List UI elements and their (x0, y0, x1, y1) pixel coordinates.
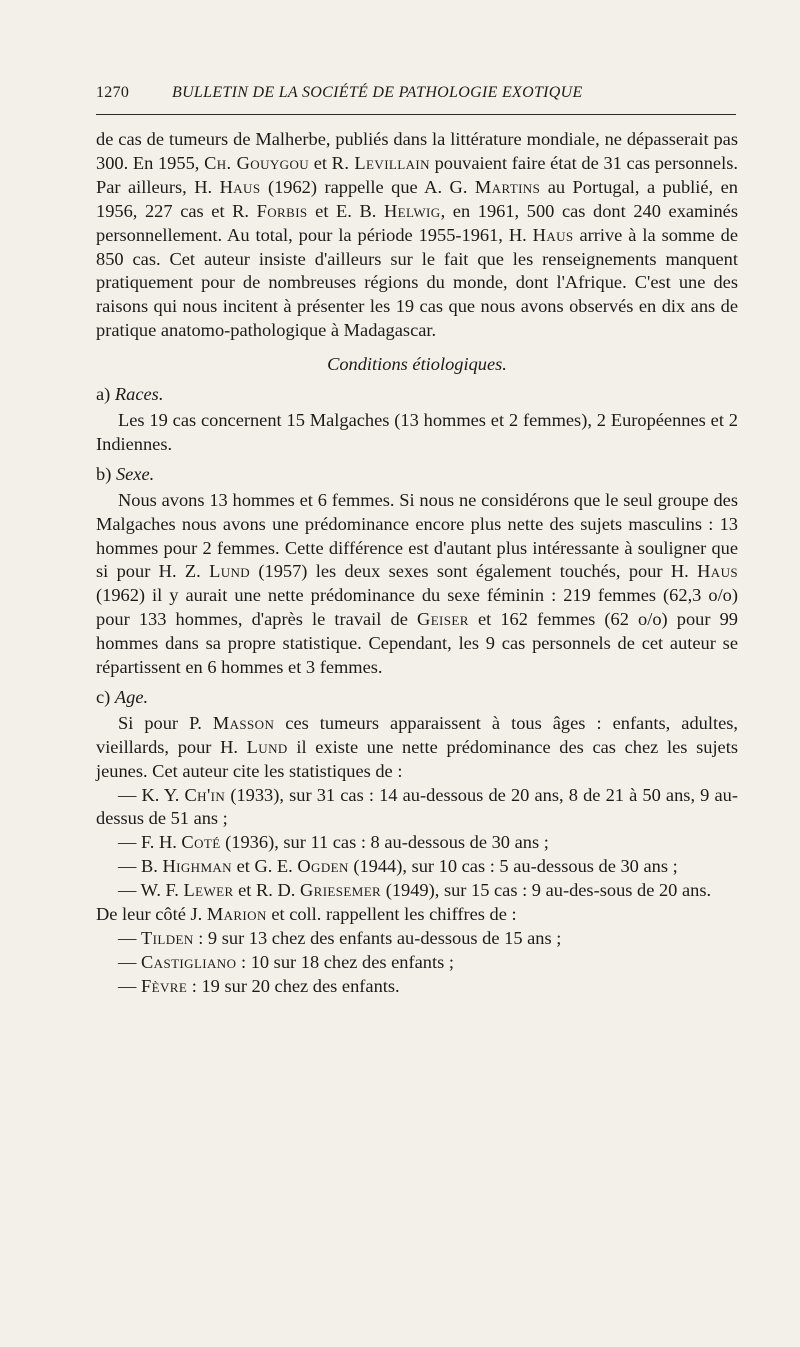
paragraph-sexe: Nous avons 13 hommes et 6 femmes. Si nous ne considérons que le seul groupe des Malgaches nous avons une prédominance encore plus nette des sujets masculins : 13 hommes pour 2 femmes. Cette différence est d'autant plus intéressante à souligner que si pour H. Z. Lund (1957) les deux sexes sont également touchés, pour H. Haus (1962) il y aurait une nette prédominance du sexe féminin : 219 femmes (62,3 o/o) pour 133 hommes, d'après le travail de Geiser et 162 femmes (62 o/o) pour 99 hommes dans sa propre statistique. Cependant, les 9 cas personnels de cet auteur se répartissent en 6 hommes et 3 femmes. (96, 489, 739, 678)
list-item: — W. F. Lewer et R. D. Griesemer (1949), sur 15 cas : 9 au-des-sous de 20 ans. (118, 880, 712, 901)
paragraph-age: Si pour P. Masson ces tumeurs apparaissent à tous âges : enfants, adultes, vieillards, pour H. Lund il existe une nette prédominance des cas chez les sujets jeunes. Cet auteur cite les statistiques de : (96, 712, 738, 781)
list-item: — F. H. Coté (1936), sur 11 cas : 8 au-dessous de 30 ans ; (118, 832, 549, 853)
list-item: — B. Highman et G. E. Ogden (1944), sur 10 cas : 5 au-dessous de 30 ans ; (118, 856, 678, 877)
running-header (96, 84, 736, 102)
section-title: Conditions étiologiques. (327, 354, 507, 375)
paragraph-intro: de cas de tumeurs de Malherbe, publiés dans la littérature mondiale, ne dépasserait pas 300. En 1955, Ch. Gouygou et R. Levillain pouvaient faire état de 31 cas personnels. Par ailleurs, H. Haus (1962) rappelle que A. G. Martins au Portugal, a publié, en 1956, 227 cas et R. Forbis et E. B. Helwig, en 1961, 500 cas dont 240 examinés personnellement. Au total, pour la période 1955-1961, H. Haus arrive à la somme de 850 cas. Cet auteur insiste d'ailleurs sur le fait que les renseignements manquent pratiquement pour de nombreuses régions du monde, dont l'Afrique. C'est une des raisons qui nous incitent à présenter les 19 cas que nous avons observés en dix ans de pratique anatomo-pathologique à Madagascar. (96, 129, 738, 341)
list-item: — Fèvre : 19 sur 20 chez des enfants. (118, 975, 400, 996)
list-item: — Tilden : 9 sur 13 chez des enfants au-dessous de 15 ans ; (118, 928, 562, 948)
subheading-age: c) Age. (96, 686, 149, 707)
page-number: 1270 (96, 84, 130, 101)
subheading-sexe: b) Sexe. (96, 463, 155, 484)
paragraph-races: Les 19 cas concernent 15 Malgaches (13 hommes et 2 femmes), 2 Européennes et 2 Indiennes. (96, 409, 738, 454)
subheading-races: a) Races. (96, 384, 164, 405)
journal-title: BULLETIN DE LA SOCIÉTÉ DE PATHOLOGIE EXOTIQUE (172, 84, 583, 101)
list-item: — Castigliano : 10 sur 18 chez des enfants ; (118, 951, 454, 972)
header-rule (96, 114, 736, 115)
body-text (96, 128, 738, 999)
paragraph-marion: De leur côté J. Marion et coll. rappellent les chiffres de : (96, 904, 517, 925)
list-item: — K. Y. Ch'in (1933), sur 31 cas : 14 au-dessous de 20 ans, 8 de 21 à 50 ans, 9 au-dessus de 51 ans ; (96, 784, 738, 829)
